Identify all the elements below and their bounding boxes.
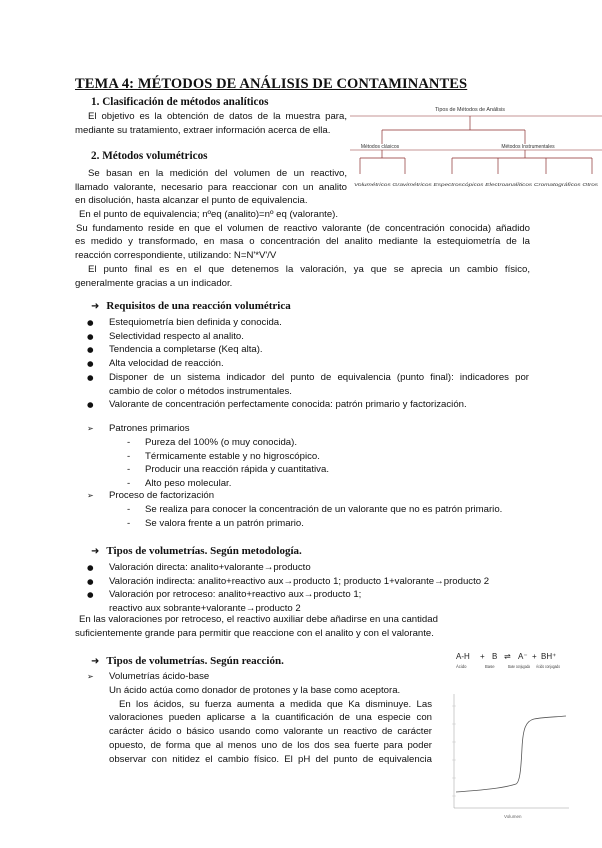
svg-text:A-H: A-H <box>456 652 470 661</box>
arrow-right-icon: ➜ <box>91 301 100 312</box>
diagram-root: Tipos de Métodos de Análisis <box>435 107 505 113</box>
page-title: TEMA 4: MÉTODOS DE ANÁLISIS DE CONTAMINANTES <box>75 76 468 92</box>
svg-text:BH⁺: BH⁺ <box>541 652 557 661</box>
metodologia-list <box>87 561 539 616</box>
acid-base-equation <box>452 648 562 678</box>
list-item: ● Tendencia a completarse (Keq alta). <box>87 344 263 356</box>
list-item: ● Selectividad respecto al analito. <box>87 330 244 342</box>
bullet-icon: ● <box>87 372 94 382</box>
arrow-right-icon: ➜ <box>91 546 100 557</box>
svg-text:B: B <box>492 652 498 661</box>
section-1-heading: 1. Clasificación de métodos analíticos <box>91 96 269 108</box>
bullet-icon: ● <box>87 590 94 600</box>
factorizacion-heading: ➢ Proceso de factorización <box>87 490 215 501</box>
titration-curve <box>444 688 574 820</box>
metodologia-heading: ➜ Tipos de volumetrías. Según metodología. <box>91 545 302 557</box>
section-2-heading: 2. Métodos volumétricos <box>91 150 208 162</box>
list-item: ● Valoración indirecta: analito+reactivo aux→producto 1; producto 1+valorante→producto 2 <box>87 575 490 587</box>
bullet-icon: ● <box>87 576 94 586</box>
section-2-intro: Se basan en la medición del volumen de un reactivo, llamado valorante, necesario para reaccionar con un analito en disolución, hasta alcanzar el punto de equivalencia. <box>75 168 347 207</box>
diagram-leaves: Volumétricos Gravimétricos Espectroscópicos Electroanalíticos Cromatográficos Otros <box>354 182 599 187</box>
svg-text:Base conjugada: Base conjugada <box>508 664 531 669</box>
section-2-text: En el punto de equivalencia; nºeq (analito)=nº eq (valorante). Su fundamento reside en que el volumen de reactivo valorante (de concentración conocida) añadido es medido y transformado, en masa o concentración del analito mediante la estequiometría de la reacción correspondiente, utilizando: N=N'*V'/V El punto final es en el que detenemos la valoración, ya que se aprecia un cambio físico, generalmente gracias a un indicador. <box>75 209 530 289</box>
bullet-icon: ● <box>87 345 94 355</box>
svg-text:+: + <box>480 652 485 661</box>
list-item: - Se valora frente a un patrón primario. <box>127 517 304 529</box>
list-item-continuation: reactivo aux sobrante+valorante→producto 2 <box>109 603 301 615</box>
list-item: ● Valoración directa: analito+valorante→producto <box>87 562 311 573</box>
arrowhead-bullet-icon: ➢ <box>87 491 94 500</box>
diagram-right: Métodos Instrumentales <box>501 144 555 150</box>
svg-text:+: + <box>532 652 537 661</box>
patrones-list <box>127 436 525 491</box>
list-item: ● Valoración por retroceso: analito+reactivo aux→producto 1; <box>87 589 362 601</box>
equilibrium-arrow-icon: ⇌ <box>504 652 511 661</box>
svg-text:A⁻: A⁻ <box>518 652 528 661</box>
list-item: ● Disponer de un sistema indicador del punto de equivalencia (punto final): indicadores por <box>87 371 529 383</box>
bullet-icon: ● <box>87 563 94 572</box>
bullet-icon: ● <box>87 331 94 341</box>
acido-base-text: Un ácido actúa como donador de protones y la base como aceptora. En los ácidos, su fuerza aumenta a medida que Ka disminuye. Las valoraciones pueden aplicarse a la cuantificación de una especie con carácter ácido o básico usando como valorante un reactivo de carácter opuesto, de forma que al menos uno de los dos sea fuerte para poder observar con nitidez el cambio físico. El pH del punto de equivalencia <box>109 685 432 765</box>
arrow-right-icon: ➜ <box>91 656 100 667</box>
svg-text:Ácido conjugado: Ácido conjugado <box>536 664 561 669</box>
svg-text:Volumen: Volumen <box>504 814 522 819</box>
list-item: ● Alta velocidad de reacción. <box>87 358 224 370</box>
list-item: ● Estequiometría bien definida y conocida. <box>87 317 282 328</box>
reaccion-heading: ➜ Tipos de volumetrías. Según reacción. <box>91 655 284 667</box>
metodologia-note: En las valoraciones por retroceso, el reactivo auxiliar debe añadirse en una cantidad suficientemente grande para permitir que reaccione con el analito y con el valorante. <box>75 614 438 639</box>
factorizacion-list <box>127 503 535 530</box>
titration-curve-line <box>456 716 566 792</box>
list-item: - Alto peso molecular. <box>127 478 232 490</box>
requisitos-list <box>87 316 529 412</box>
list-item-continuation: cambio de color o métodos instrumentales. <box>109 385 292 397</box>
list-item: - Se realiza para conocer la concentración de un valorante que no es patrón primario. <box>127 504 503 515</box>
svg-text:Ácido: Ácido <box>456 664 467 669</box>
bullet-icon: ● <box>87 318 94 327</box>
svg-text:Base: Base <box>485 664 495 669</box>
section-1-text: El objetivo es la obtención de datos de la muestra para, mediante su tratamiento, extraer información acerca de ella. <box>75 111 347 136</box>
requisitos-heading: ➜ Requisitos de una reacción volumétrica <box>91 300 291 312</box>
arrowhead-bullet-icon: ➢ <box>87 672 94 681</box>
arrowhead-bullet-icon: ➢ <box>87 424 94 433</box>
bullet-icon: ● <box>87 359 94 369</box>
diagram-left: Métodos clásicos <box>360 144 400 150</box>
methods-classification-diagram <box>350 100 602 192</box>
acido-base-heading: ➢ Volumetrías ácido-base <box>87 671 210 682</box>
list-item: - Producir una reacción rápida y cuantitativa. <box>127 464 329 476</box>
list-item: ● Valorante de concentración perfectamente conocida: patrón primario y factorización. <box>87 399 467 411</box>
patrones-heading: ➢ Patrones primarios <box>87 423 190 434</box>
bullet-icon: ● <box>87 400 94 410</box>
list-item: - Pureza del 100% (o muy conocida). <box>127 437 297 448</box>
list-item: - Térmicamente estable y no higroscópico. <box>127 450 320 462</box>
